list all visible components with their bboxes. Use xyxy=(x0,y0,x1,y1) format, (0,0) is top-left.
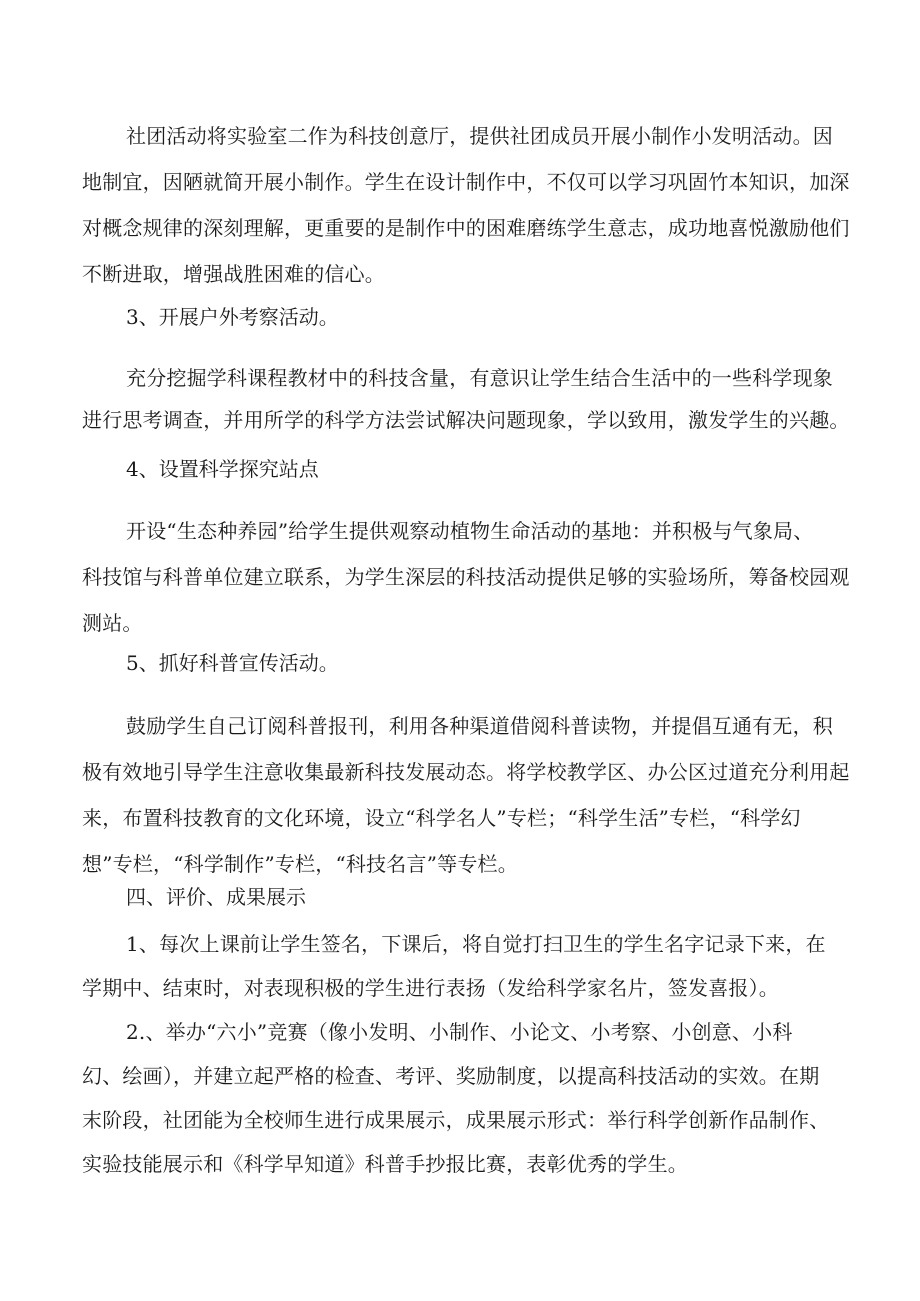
text-line: 极有效地引导学生注意收集最新科技发展动态。将学校教学区、办公区过道充分利用起 xyxy=(82,760,850,784)
text-line: 社团活动将实验室二作为科技创意厅，提供社团成员开展小制作小发明活动。因 xyxy=(126,124,833,148)
text-line: 地制宜，因陋就简开展小制作。学生在设计制作中，不仅可以学习巩固竹本知识，加深 xyxy=(82,170,850,194)
text-line: 学期中、结束时，对表现积极的学生进行表扬（发给科学家名片，签发喜报）。 xyxy=(82,976,779,1000)
text-line: 开设“生态种养园”给学生提供观察动植物生命活动的基地：并积极与气象局、 xyxy=(126,519,814,543)
text-line: 1、每次上课前让学生签名，下课后，将自觉打扫卫生的学生名字记录下来，在 xyxy=(126,932,826,956)
paragraph-sign-in xyxy=(82,922,842,1010)
text-line: 充分挖掘学科课程教材中的科技含量，有意识让学生结合生活中的一些科学现象 xyxy=(126,366,833,390)
text-line: 进行思考调查，并用所学的科学方法尝试解决问题现象，学以致用，激发学生的兴趣。 xyxy=(82,408,850,432)
heading-evaluation-results: 四、评价、成果展示 xyxy=(126,885,306,909)
text-line: 实验技能展示和《科学早知道》科普手抄报比赛，表彰优秀的学生。 xyxy=(82,1152,688,1176)
text-line: 测站。 xyxy=(82,611,143,635)
paragraph-reading-promotion xyxy=(82,703,850,887)
text-line: 2.、举办“六小”竞赛（像小发明、小制作、小论文、小考察、小创意、小科 xyxy=(126,1020,793,1044)
text-line: 来，布置科技教育的文化环境，设立“科学名人”专栏；“科学生活”专栏，“科学幻 xyxy=(82,806,801,830)
paragraph-eco-garden xyxy=(82,508,850,646)
text-line: 末阶段，社团能为全校师生进行成果展示，成果展示形式：举行科学创新作品制作、 xyxy=(82,1108,830,1132)
text-line: 幻、绘画），并建立起严格的检查、考评、奖励制度，以提高科技活动的实效。在期 xyxy=(82,1064,820,1088)
text-line: 对概念规律的深刻理解，更重要的是制作中的困难磨练学生意志，成功地喜悦激励他们 xyxy=(82,216,850,240)
text-line: 不断进取，增强战胜困难的信心。 xyxy=(82,262,385,286)
text-line: 鼓励学生自己订阅科普报刊，利用各种渠道借阅科普读物，并提倡互通有无，积 xyxy=(126,714,833,738)
heading-outdoor-survey: 3、开展户外考察活动。 xyxy=(126,305,339,329)
paragraph-club-activities xyxy=(82,113,850,297)
text-line: 想”专栏，“科学制作”专栏，“科技名言”等专栏。 xyxy=(82,852,518,876)
heading-science-publicity: 5、抓好科普宣传活动。 xyxy=(126,651,339,675)
heading-science-stations: 4、设置科学探究站点 xyxy=(126,457,319,481)
text-line: 科技馆与科普单位建立联系，为学生深层的科技活动提供足够的实验场所，筹备校园观 xyxy=(82,565,850,589)
paragraph-six-small-contest xyxy=(82,1010,842,1186)
paragraph-curriculum-science xyxy=(82,357,850,441)
